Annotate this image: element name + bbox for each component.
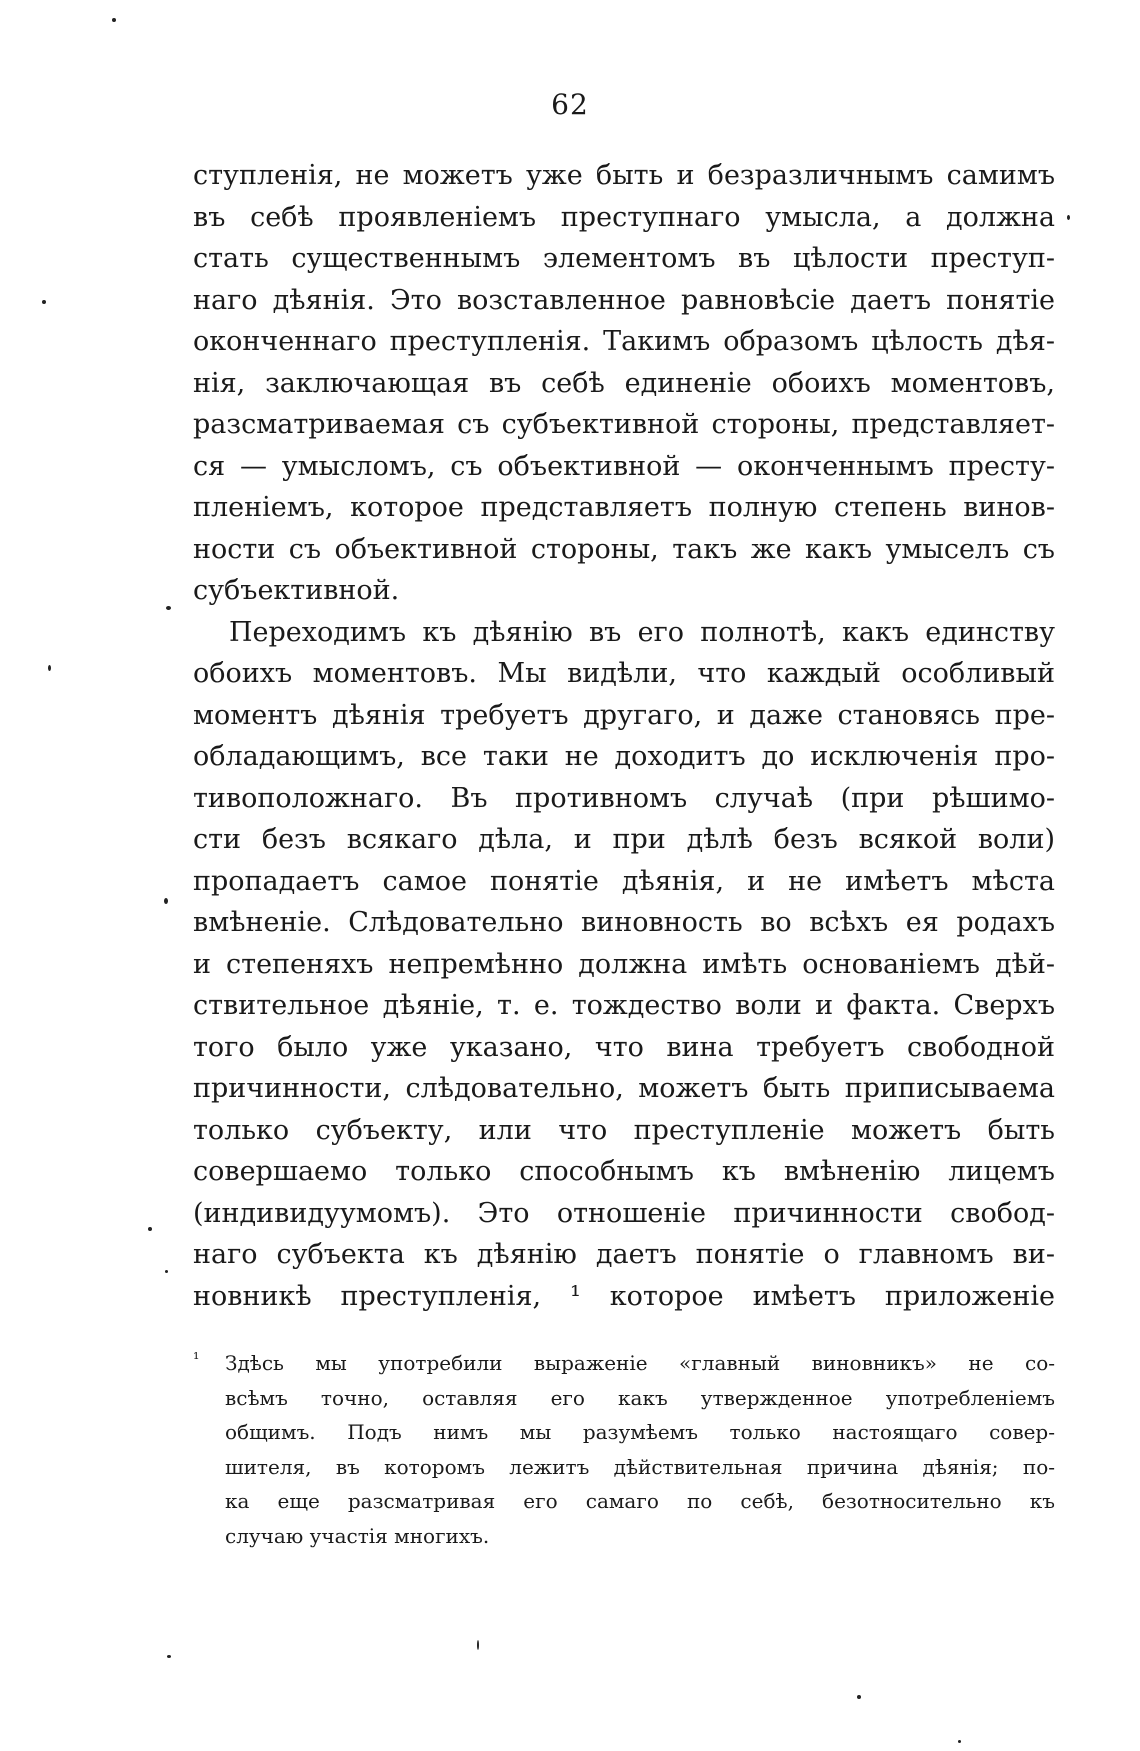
scan-speck	[477, 1640, 479, 1650]
text-line: совершаемо только способнымъ къ вмѣненію лицемъ	[193, 1156, 1055, 1187]
text-line: того было уже указано, что вина требуетъ свободной	[193, 1031, 1055, 1063]
text-line: обоихъ моментовъ. Мы видѣли, что каждый особливый	[193, 658, 1055, 689]
text-line: вмѣненіе. Слѣдовательно виновность во всѣхъ ея родахъ	[193, 907, 1055, 938]
footnote-marker: ¹	[193, 1349, 200, 1368]
scan-speck	[48, 665, 51, 671]
text-line: моментъ дѣянія требуетъ другаго, и даже становясь пре-	[193, 699, 1055, 731]
text-line: ствительное дѣяніе, т. е. тождество воли и факта. Сверхъ	[193, 990, 1055, 1021]
text-line: ся — умысломъ, съ объективной — оконченнымъ престу-	[193, 450, 1055, 482]
text-line: тивоположнаго. Въ противномъ случаѣ (при рѣшимо-	[193, 782, 1055, 814]
text-line: обладающимъ, все таки не доходитъ до исключенія про-	[193, 741, 1055, 772]
scan-speck	[167, 1655, 171, 1658]
footnote-line-text: Здѣсь мы употребили выраженіе «главный виновникъ» не со-	[225, 1351, 1055, 1375]
scan-speck	[166, 606, 171, 610]
scan-speck	[165, 1270, 168, 1273]
text-line: (индивидуумомъ). Это отношеніе причинности свобод-	[193, 1197, 1055, 1229]
paragraph-end-line: субъективной.	[193, 575, 400, 606]
text-line: пленіемъ, которое представляетъ полную степень винов-	[193, 492, 1055, 523]
body-text	[193, 155, 1055, 1317]
footnote-line: шителя, въ которомъ лежитъ дѣйствительная причина дѣянія; по-	[225, 1454, 1055, 1479]
text-line: пропадаетъ самое понятіе дѣянія, и не имѣетъ мѣста	[193, 865, 1055, 897]
text-line: нія, заключающая въ себѣ единеніе обоихъ моментовъ,	[193, 367, 1055, 399]
scan-speck	[42, 300, 46, 304]
footnote-line: ка еще разсматривая его самаго по себѣ, безотносительно къ	[225, 1489, 1055, 1513]
text-line: разсматриваемая съ субъективной стороны, представляет-	[193, 409, 1055, 440]
text-line: и степеняхъ непремѣнно должна имѣть основаніемъ дѣй-	[193, 948, 1055, 980]
scan-speck	[112, 18, 116, 22]
text-line: только субъекту, или что преступленіе можетъ быть	[193, 1114, 1055, 1146]
text-line: новникѣ преступленія, ¹ которое имѣетъ приложеніе	[193, 1280, 1055, 1312]
footnote	[193, 1346, 1055, 1553]
scan-speck	[857, 1695, 861, 1699]
text-line: наго дѣянія. Это возставленное равновѣсіе даетъ понятіе	[193, 284, 1055, 316]
scan-speck	[958, 1740, 961, 1743]
text-line: въ себѣ проявленіемъ преступнаго умысла, а должна	[193, 201, 1055, 233]
page-number: 62	[551, 88, 589, 121]
paragraph-start-line: Переходимъ къ дѣянію въ его полнотѣ, какъ единству	[229, 616, 1055, 648]
footnote-line: случаю участія многихъ.	[225, 1523, 490, 1548]
scan-speck	[1067, 215, 1070, 220]
text-line: причинности, слѣдовательно, можетъ быть приписываема	[193, 1073, 1055, 1104]
footnote-line: общимъ. Подъ нимъ мы разумѣемъ только настоящаго совер-	[225, 1420, 1055, 1444]
footnote-line: всѣмъ точно, оставляя его какъ утвержденное употребленіемъ	[225, 1385, 1055, 1410]
footnote-line	[193, 1346, 1055, 1381]
scan-speck	[164, 898, 168, 904]
text-line: стать существеннымъ элементомъ въ цѣлости преступ-	[193, 243, 1055, 274]
text-line: наго субъекта къ дѣянію даетъ понятіе о главномъ ви-	[193, 1239, 1055, 1270]
text-line: ности съ объективной стороны, такъ же какъ умыселъ съ	[193, 533, 1055, 565]
text-line: ступленія, не можетъ уже быть и безразличнымъ самимъ	[193, 160, 1055, 191]
text-line: оконченнаго преступленія. Такимъ образомъ цѣлость дѣя-	[193, 326, 1055, 357]
text-line: сти безъ всякаго дѣла, и при дѣлѣ безъ всякой воли)	[193, 824, 1055, 855]
scan-speck	[148, 1227, 152, 1231]
